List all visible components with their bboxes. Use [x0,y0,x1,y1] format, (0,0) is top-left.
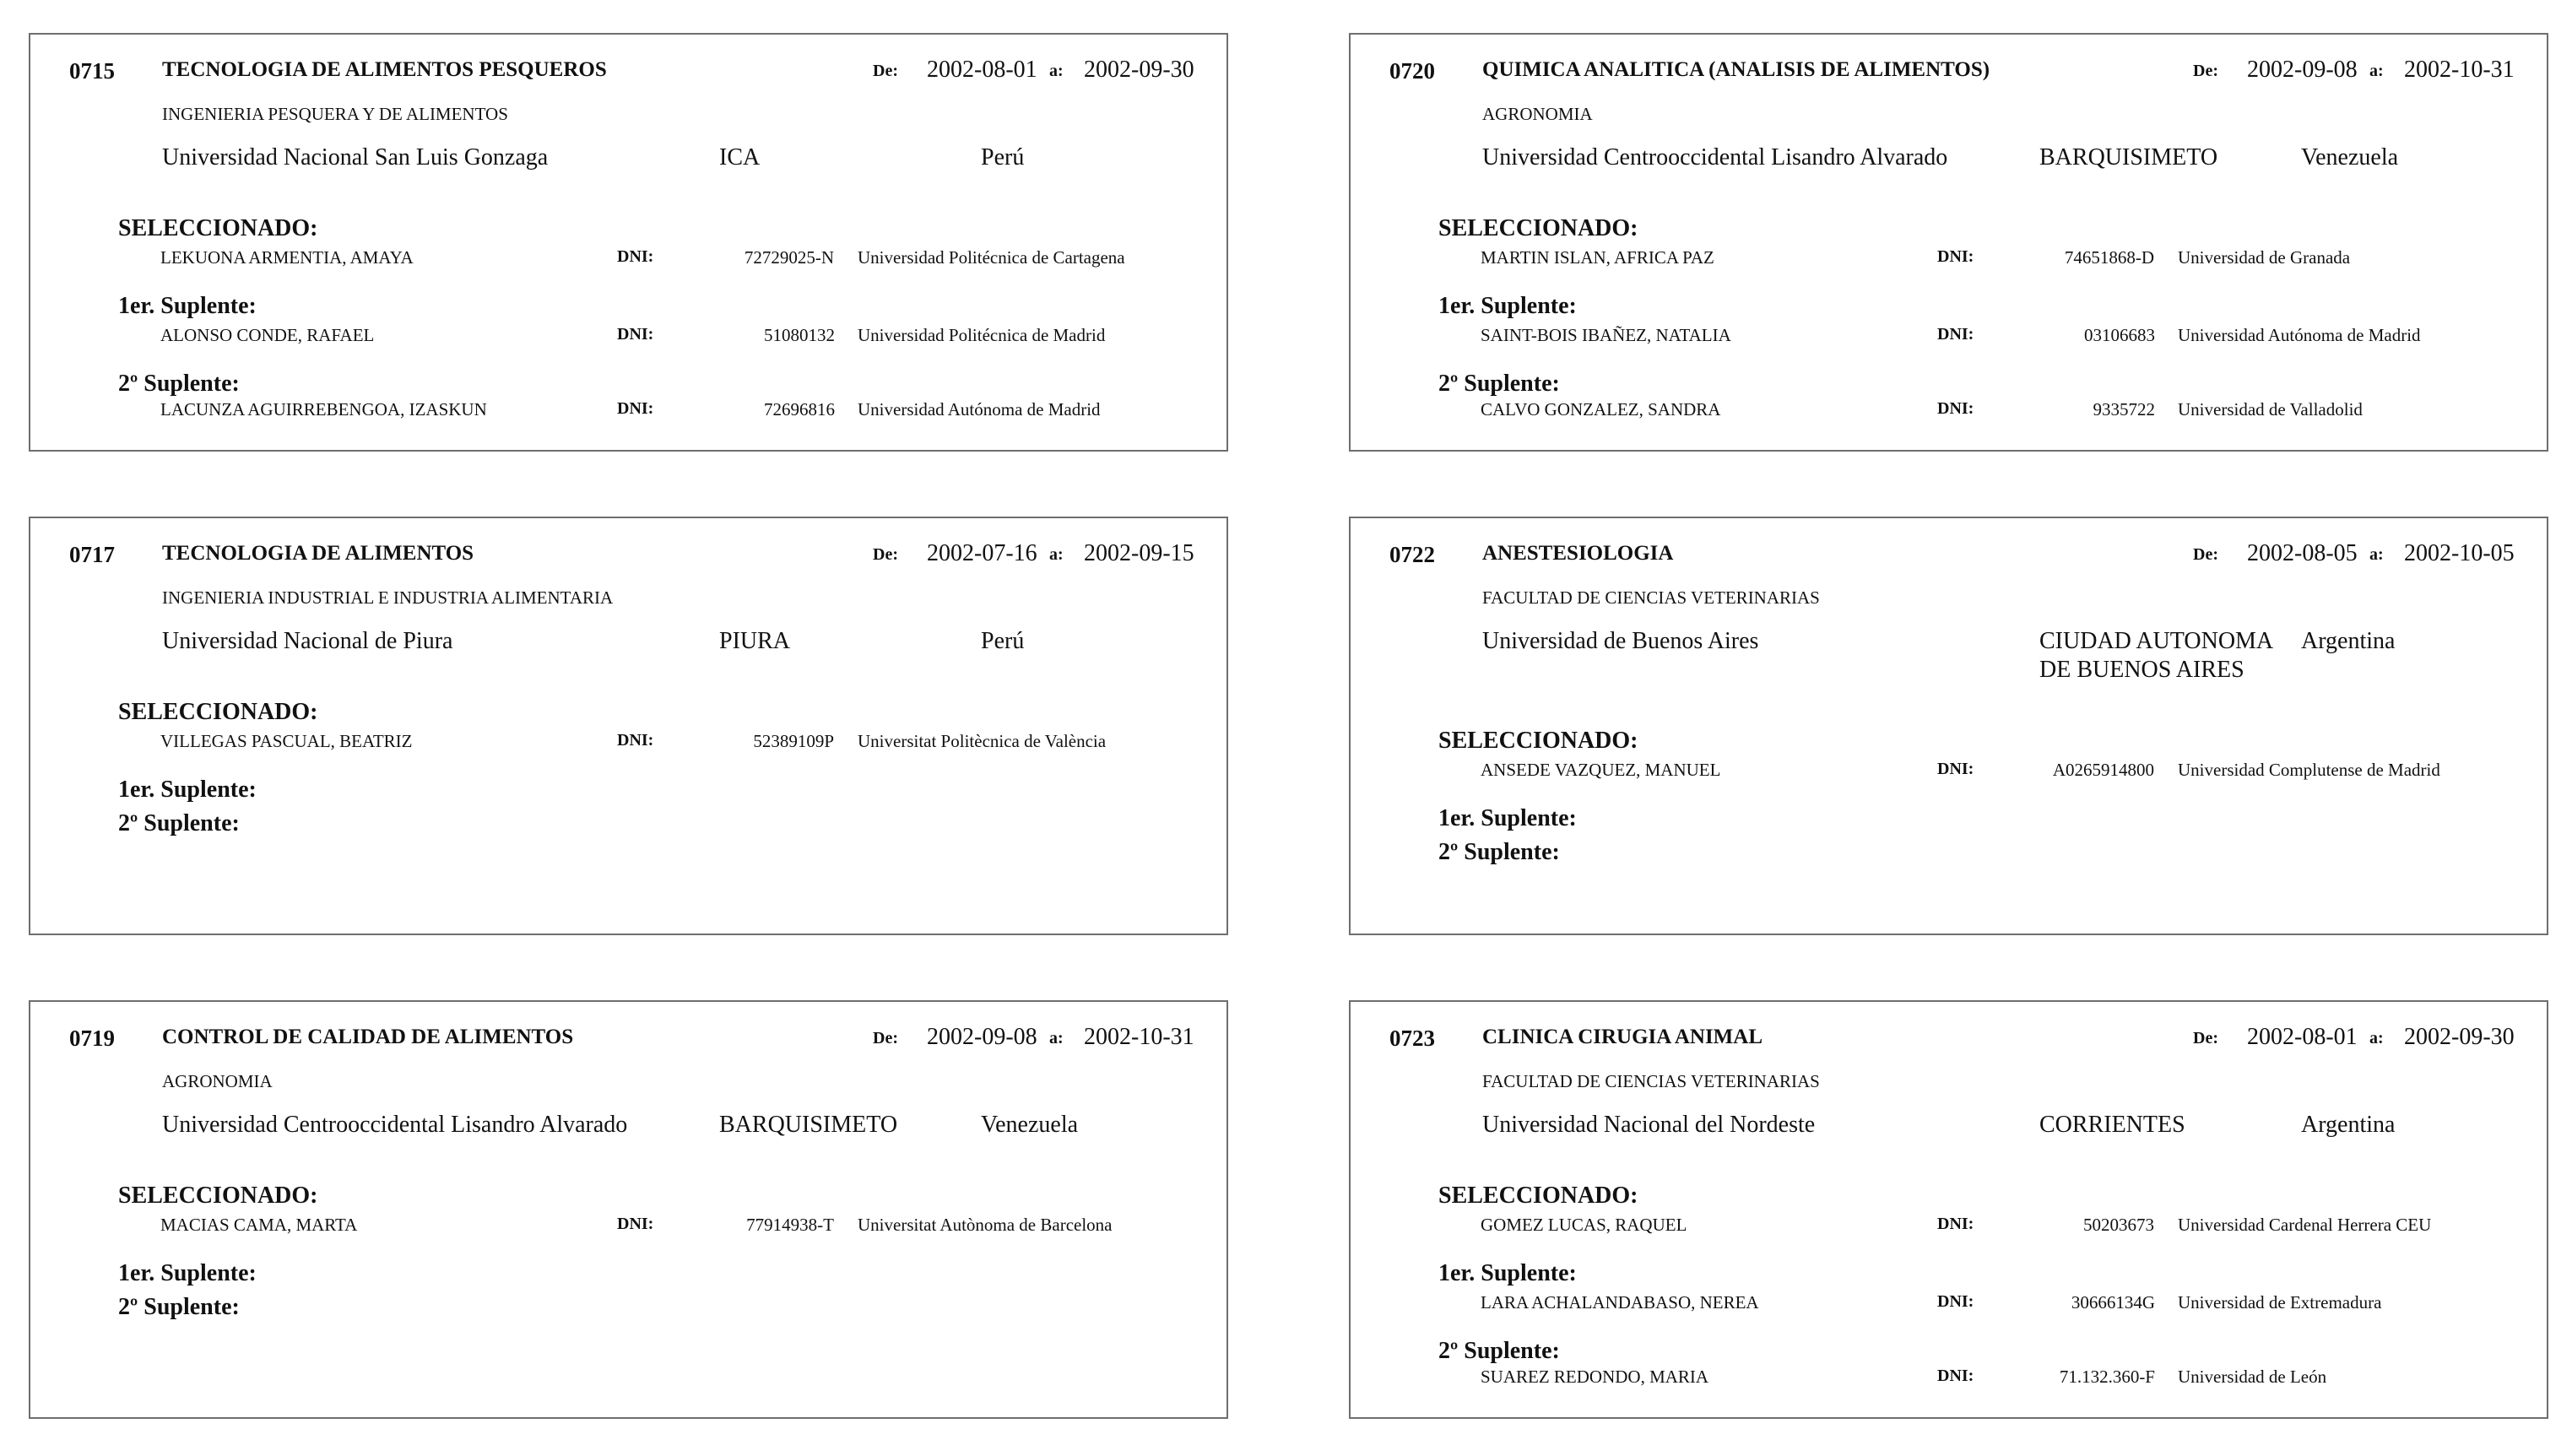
city: BARQUISIMETO [719,1112,898,1138]
course-code: 0719 [69,1026,115,1051]
city-line2: DE BUENOS AIRES [2039,657,2244,683]
end-date: 2002-09-15 [1084,540,1194,566]
suplente1-heading: 1er. Suplente: [1438,805,1577,831]
course-card-0722 [1349,517,2548,935]
end-date: 2002-10-31 [2404,57,2515,83]
suplente1-name: ALONSO CONDE, RAFAEL [160,325,375,345]
city: CIUDAD AUTONOMA [2039,628,2274,654]
dni-label: DNI: [617,247,654,266]
start-date: 2002-08-05 [2247,540,2358,566]
suplente1-heading: 1er. Suplente: [1438,1260,1577,1286]
selected-dni: 52389109P [753,731,834,751]
selected-home-university: Universidad Cardenal Herrera CEU [2178,1215,2432,1235]
faculty: FACULTAD DE CIENCIAS VETERINARIAS [1482,1071,1820,1091]
to-label: a: [2369,62,2384,80]
start-date: 2002-07-16 [927,540,1037,566]
host-university: Universidad de Buenos Aires [1482,628,1759,654]
dni-label: DNI: [1937,325,1974,344]
dni-label: DNI: [1937,1215,1974,1233]
host-university: Universidad Nacional del Nordeste [1482,1112,1816,1138]
country: Argentina [2301,1112,2396,1138]
course-title: QUIMICA ANALITICA (ANALISIS DE ALIMENTOS) [1482,58,1990,81]
course-title: CLINICA CIRUGIA ANIMAL [1482,1026,1762,1048]
course-code: 0720 [1389,58,1435,84]
start-date: 2002-09-08 [2247,57,2358,83]
suplente1-heading: 1er. Suplente: [118,1260,257,1286]
course-code: 0723 [1389,1026,1435,1051]
city: ICA [719,144,761,170]
suplente1-name: SAINT-BOIS IBAÑEZ, NATALIA [1481,325,1731,345]
selected-name: VILLEGAS PASCUAL, BEATRIZ [160,731,413,751]
country: Perú [981,628,1025,654]
selected-heading: SELECCIONADO: [118,1183,318,1209]
suplente2-name: CALVO GONZALEZ, SANDRA [1481,399,1721,419]
course-code: 0722 [1389,542,1435,567]
dni-label: DNI: [617,399,654,418]
selected-heading: SELECCIONADO: [1438,1183,1638,1209]
course-card-0717 [29,517,1228,935]
from-label: De: [873,1029,898,1047]
city: CORRIENTES [2039,1112,2185,1138]
start-date: 2002-08-01 [2247,1024,2358,1050]
selected-name: MARTIN ISLAN, AFRICA PAZ [1481,247,1714,268]
from-label: De: [2193,545,2218,564]
country: Argentina [2301,628,2396,654]
suplente1-dni: 30666134G [2071,1292,2155,1313]
suplente1-dni: 03106683 [2084,325,2155,345]
suplente1-heading: 1er. Suplente: [118,293,257,319]
suplente1-name: LARA ACHALANDABASO, NEREA [1481,1292,1759,1313]
suplente2-home-university: Universidad de León [2178,1367,2327,1387]
course-card-0719 [29,1000,1228,1419]
from-label: De: [873,545,898,564]
suplente2-heading: 2º Suplente: [1438,1338,1560,1364]
dni-label: DNI: [1937,760,1974,778]
suplente1-home-university: Universidad de Extremadura [2178,1292,2382,1313]
host-university: Universidad Nacional San Luis Gonzaga [162,144,549,170]
dni-label: DNI: [1937,399,1974,418]
faculty: FACULTAD DE CIENCIAS VETERINARIAS [1482,587,1820,608]
selected-heading: SELECCIONADO: [118,699,318,725]
suplente2-heading: 2º Suplente: [118,1294,240,1320]
selected-dni: 77914938-T [746,1215,834,1235]
selected-dni: 72729025-N [744,247,834,268]
from-label: De: [873,62,898,80]
suplente2-name: SUAREZ REDONDO, MARIA [1481,1367,1709,1387]
dni-label: DNI: [1937,1367,1974,1385]
country: Perú [981,144,1025,170]
to-label: a: [2369,1029,2384,1047]
suplente2-home-university: Universidad de Valladolid [2178,399,2363,419]
selected-home-university: Universitat Autònoma de Barcelona [858,1215,1113,1235]
suplente1-dni: 51080132 [764,325,835,345]
suplente2-dni: 72696816 [764,399,835,419]
to-label: a: [1049,1029,1064,1047]
faculty: AGRONOMIA [162,1071,273,1091]
selected-home-university: Universitat Politècnica de València [858,731,1107,751]
course-title: ANESTESIOLOGIA [1482,542,1674,565]
from-label: De: [2193,1029,2218,1047]
dni-label: DNI: [617,731,654,750]
course-title: TECNOLOGIA DE ALIMENTOS [162,542,474,565]
suplente2-home-university: Universidad Autónoma de Madrid [858,399,1101,419]
city: PIURA [719,628,791,654]
course-title: CONTROL DE CALIDAD DE ALIMENTOS [162,1026,574,1048]
selected-heading: SELECCIONADO: [118,215,318,241]
start-date: 2002-09-08 [927,1024,1037,1050]
host-university: Universidad Centrooccidental Lisandro Alvarado [162,1112,628,1138]
suplente2-dni: 9335722 [2093,399,2155,419]
selected-name: LEKUONA ARMENTIA, AMAYA [160,247,414,268]
course-card-0720 [1349,33,2548,452]
to-label: a: [1049,545,1064,564]
selected-dni: 50203673 [2083,1215,2154,1235]
city: BARQUISIMETO [2039,144,2218,170]
suplente1-heading: 1er. Suplente: [1438,293,1577,319]
host-university: Universidad Nacional de Piura [162,628,453,654]
faculty: AGRONOMIA [1482,104,1593,124]
from-label: De: [2193,62,2218,80]
course-card-0715 [29,33,1228,452]
course-code: 0715 [69,58,115,84]
country: Venezuela [981,1112,1079,1138]
selected-name: ANSEDE VAZQUEZ, MANUEL [1481,760,1721,780]
course-title: TECNOLOGIA DE ALIMENTOS PESQUEROS [162,58,607,81]
selected-dni: 74651868-D [2064,247,2154,268]
selected-home-university: Universidad Politécnica de Cartagena [858,247,1125,268]
suplente2-dni: 71.132.360-F [2059,1367,2155,1387]
end-date: 2002-10-31 [1084,1024,1194,1050]
dni-label: DNI: [617,1215,654,1233]
selected-name: MACIAS CAMA, MARTA [160,1215,358,1235]
suplente1-home-university: Universidad Autónoma de Madrid [2178,325,2421,345]
faculty: INGENIERIA INDUSTRIAL E INDUSTRIA ALIMENTARIA [162,587,614,608]
course-code: 0717 [69,542,115,567]
dni-label: DNI: [617,325,654,344]
end-date: 2002-09-30 [2404,1024,2515,1050]
end-date: 2002-09-30 [1084,57,1194,83]
suplente1-heading: 1er. Suplente: [118,777,257,803]
course-card-0723 [1349,1000,2548,1419]
faculty: INGENIERIA PESQUERA Y DE ALIMENTOS [162,104,508,124]
selected-name: GOMEZ LUCAS, RAQUEL [1481,1215,1687,1235]
suplente1-home-university: Universidad Politécnica de Madrid [858,325,1106,345]
suplente2-heading: 2º Suplente: [118,810,240,836]
dni-label: DNI: [1937,247,1974,266]
suplente2-heading: 2º Suplente: [118,371,240,397]
dni-label: DNI: [1937,1292,1974,1311]
suplente2-heading: 2º Suplente: [1438,371,1560,397]
suplente2-heading: 2º Suplente: [1438,839,1560,865]
end-date: 2002-10-05 [2404,540,2515,566]
selected-home-university: Universidad Complutense de Madrid [2178,760,2440,780]
selected-home-university: Universidad de Granada [2178,247,2351,268]
suplente2-name: LACUNZA AGUIRREBENGOA, IZASKUN [160,399,487,419]
to-label: a: [1049,62,1064,80]
to-label: a: [2369,545,2384,564]
selected-heading: SELECCIONADO: [1438,215,1638,241]
selected-heading: SELECCIONADO: [1438,728,1638,754]
start-date: 2002-08-01 [927,57,1037,83]
host-university: Universidad Centrooccidental Lisandro Alvarado [1482,144,1948,170]
selected-dni: A0265914800 [2052,760,2154,780]
country: Venezuela [2301,144,2399,170]
